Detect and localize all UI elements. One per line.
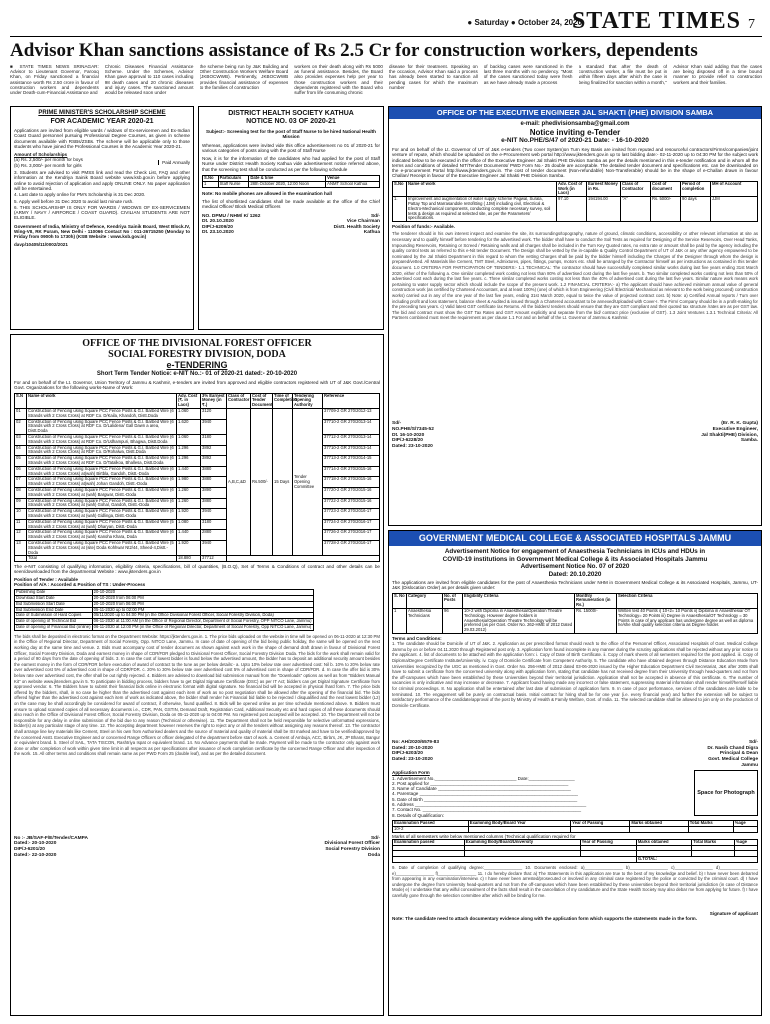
health-para-3: The list of shortlisted candidates shall be made available at the office of the Chief medical Officer/ Block Medical Officers bbox=[202, 198, 380, 210]
table-row bbox=[15, 445, 380, 456]
table-row bbox=[15, 498, 380, 509]
table-cell: 05 bbox=[15, 456, 27, 467]
scholarship-point-6: 6. THIS SCHOLARSHIP IS ONLY FOR WARDS / WIDOWS OF EX-SERVICEMEN (ARMY / NAVY / AIRFORCE / COAST GUARD). CIVILIAN STUDENTS ARE NOT ELIGIBLE. bbox=[14, 204, 190, 221]
phe-nit-no: e-NIT No.PHE/S/47 of 2020-21 Date: - 16-10-2020 bbox=[501, 137, 649, 144]
scholarship-point-4: 4. Last date to apply online for PM's Scholarship is 31 Dec 2020. bbox=[14, 192, 146, 198]
table-cell: 1.440 bbox=[177, 466, 201, 477]
gmc-advertisement bbox=[388, 530, 762, 1016]
news-column: Advisor Khan said adding that the cases are being disposed off in a time bound manner to provide relief to construction workers and their families. bbox=[673, 64, 762, 85]
table-row bbox=[15, 456, 380, 467]
table-cell: Bid Submission Start Date bbox=[15, 601, 93, 607]
issue-date: ● Saturday ● October 24, 2020 bbox=[467, 18, 582, 27]
table-cell: 3892 bbox=[201, 456, 227, 467]
table-cell: Date of Submission of Hard Copies bbox=[15, 613, 93, 619]
table-cell: Construction of Fencing using Square PCC Fence Posts & G.I. Barbed Wire (6 Strands with 2 Cross Cross) at (wah) Gohal, Gandoh, Distt.-Doda bbox=[27, 498, 177, 509]
table-cell: Construction of Fencing using Square PCC Fence Posts & G.I. Barbed Wire (6 Strands with 2 Cross Cross) at RDF Co. D/Tatalkoa, Bhallesa, Distt.Doda bbox=[27, 456, 177, 467]
table-cell: Construction of Fencing using Square PCC Fence Posts & G.I. Barbed Wire (6 Strands with 2 Cross Cross) at (wah) Bargwar, Distt.-Doda bbox=[27, 487, 177, 498]
photo-box: Space for Photograph bbox=[694, 770, 758, 816]
table-header: Name of work bbox=[407, 181, 557, 196]
table-cell: A,B,C,&D bbox=[227, 408, 251, 555]
health-para-2: Now, it is for the information of the candidates who had applied for the post of Staff Nurse under District Health Society Kathua vide advertisement notice referred above, that the screening test shall be conducted as per the following schedule bbox=[202, 156, 380, 172]
table-cell: Rs. 5000/- bbox=[651, 197, 681, 222]
table-row bbox=[15, 487, 380, 498]
scholarship-intro: Applications are invited from eligible wards / widows of Ex-servicemen and Ex-Indian Coast Guard personnel pursuing Professional Degree Courses, as given in scheme documents available with RSBs/ZSBs. The scheme will be applicable only to those students who have joined the Professional Courses in the Academic Year 2020-21. bbox=[14, 128, 190, 149]
health-title: DISTRICT HEALTH SOCIETY KATHUA bbox=[228, 110, 354, 117]
table-cell: 3892 bbox=[201, 445, 227, 456]
table-row bbox=[15, 408, 380, 419]
table-row bbox=[393, 197, 758, 222]
table-header: Total Marks bbox=[692, 839, 735, 845]
table-cell: 37728-2 GR 270/2016-17 bbox=[323, 540, 380, 555]
table-row bbox=[15, 509, 380, 520]
table-row bbox=[15, 530, 380, 541]
table-cell: Construction of Fencing using Square PCC Fence Posts & G.I. Barbed Wire (6 Strands with 2 Cross Cross) at RDF Co. D/Rohalwa, Distt.Doda bbox=[27, 445, 177, 456]
table-row: G.TOTAL: bbox=[393, 857, 758, 863]
table-cell: 2880 bbox=[201, 530, 227, 541]
health-notice-no: NOTICE NO. 03 OF 2020-21 bbox=[246, 118, 336, 125]
table-header: Year of Passing bbox=[580, 839, 636, 845]
semester-table bbox=[392, 839, 758, 863]
table-header: Cost of document bbox=[651, 181, 681, 196]
table-header: Cost of Tender Document bbox=[252, 392, 273, 408]
table-cell: 1.080 bbox=[177, 519, 201, 530]
table-header: Eligibility Criteria bbox=[463, 593, 575, 608]
table-header-row bbox=[393, 593, 758, 608]
table-cell: Construction of Fencing using Square PCC Fence Posts & G.I. Barbed Wire (6 Strands with 2 Cross Cross) at(wah) Birtbla, Gandoh, Distt.-Doda bbox=[27, 466, 177, 477]
table-cell: 96 bbox=[443, 608, 463, 633]
table-header: Examining Body/Board Year bbox=[468, 820, 570, 826]
phe-title: OFFICE OF THE EXECUTIVE ENGINEER JAL SHAKTI (PHE) DIVISION SAMBA bbox=[389, 107, 761, 119]
table-row bbox=[15, 466, 380, 477]
table-cell: Download Start Date bbox=[15, 596, 93, 602]
table-cell: Construction of Fencing using Square PCC Fence Posts & G.I. Barbed Wire (6 Strands with 2 Cross Cross) at(wah) Johan Gandoh, Distt.-Doda bbox=[27, 477, 177, 488]
table-row bbox=[15, 477, 380, 488]
table-cell: 37713-2 GR 270/2014-15 bbox=[323, 456, 380, 467]
table-cell: 01 bbox=[15, 408, 27, 419]
table-cell: 1.060 bbox=[177, 408, 201, 419]
table-cell: 05/11/2020 up to 04:00 PM (in the Office Divisional Forest Officer, Social Forestry Division, Doda) bbox=[92, 613, 313, 619]
scholarship-title: PRIME MINISTER'S SCHOLARSHIP SCHEME bbox=[38, 110, 166, 116]
table-cell: 37718-2 GR 270/2015-16 bbox=[323, 477, 380, 488]
table-cell: 3880 bbox=[201, 477, 227, 488]
table-cell: 18.880 bbox=[177, 556, 201, 562]
table-cell: 02 bbox=[15, 419, 27, 434]
table-cell: 37724-2 GR 270/2016-17 bbox=[323, 519, 380, 530]
qualification-note: Marks of all semesters write below mentioned columns (Technical qualification required for bbox=[392, 833, 576, 839]
phe-notice-title: Notice inviting e-Tender bbox=[529, 128, 621, 137]
table-cell: 3890 bbox=[201, 487, 227, 498]
scholarship-amount-title: Amount of Scholarships bbox=[14, 152, 68, 158]
table-cell: Rs.500/- bbox=[251, 408, 273, 555]
table-header: S. No bbox=[393, 593, 407, 608]
table-header: Category bbox=[407, 593, 443, 608]
phe-footer: Sd/- NO.PHE/S/7345-52 Dt. 16-10-2020 DIP/J-6228/20 Dated: 23-10-2020 (Er. R. K. Gupta) Executive Engineer, Jal Shakti(PHE) Division, Samba. bbox=[392, 421, 758, 449]
table-header: S.No bbox=[203, 176, 219, 182]
table-header: Adv. Cost (₹. in Lacs) bbox=[177, 393, 201, 408]
gmc-posts-table bbox=[392, 593, 758, 634]
table-total-row bbox=[15, 556, 380, 562]
table-header: S.No bbox=[393, 181, 407, 196]
scholarship-paid: Paid Annually bbox=[158, 160, 190, 165]
table-cell bbox=[227, 556, 380, 562]
table-header-row bbox=[15, 393, 380, 408]
table-cell: 37726-2 GR 270/2016-17 bbox=[323, 530, 380, 541]
table-cell: 90 days bbox=[681, 197, 711, 222]
masthead-rule bbox=[10, 36, 762, 37]
table-row bbox=[15, 434, 380, 445]
scholarship-point-3: 3. Students are advised to visit PMSS link and read the Check List, FAQ and other information at the Kendriya Sainik Board website www.ksb.gov.in before applying online to avoid rejection of application and apply ONLINE ONLY. No paper application will be entertained. bbox=[14, 170, 190, 191]
health-schedule-table bbox=[202, 175, 380, 188]
table-cell: 3880 bbox=[201, 466, 227, 477]
forest-division: SOCIAL FORESTRY DIVISION, DODA bbox=[108, 349, 286, 360]
gmc-footer: No: AH/2020/6579-83 Dated: 20-10-2020 DIP/J-6203/20 Dated: 23-10-2020 Sd/- Dr. Nasib Chand Digra Principal & Dean Govt. Medical College Jammu bbox=[392, 740, 758, 768]
gmc-note: Note: The candidate need to attach documentary evidence along with the application form which supports the statements made in the form. bbox=[392, 916, 698, 922]
table-cell: 1.260 bbox=[177, 498, 201, 509]
applicant-signature: Signature of applicant bbox=[709, 910, 758, 916]
table-cell: 1. bbox=[393, 197, 407, 222]
table-header: Class of Contractor bbox=[227, 393, 251, 408]
health-para-1: Whereas, applications were invited vide this office advertisement no 01 of 2020-21 for various categories of posts along with the post of Staff Nurse bbox=[202, 142, 380, 153]
forest-schedule-table bbox=[14, 589, 314, 631]
table-cell: 11 bbox=[15, 519, 27, 530]
news-column: disease for their treatment. Speaking on the occasion, Advisor Khan said a process has already been started to sanction all pending cases for which the maximum number bbox=[389, 64, 478, 90]
table-cell bbox=[688, 826, 733, 832]
table-cell: 1.260 bbox=[177, 487, 201, 498]
table-header: Name of work bbox=[27, 393, 177, 408]
table-cell: 37712-2 GR 270/2013-14 bbox=[323, 434, 380, 445]
table-header: Period of completion bbox=[681, 181, 711, 196]
table-header: Venue bbox=[326, 176, 380, 182]
table-row: 1 Staff Nurse 28th October 2020, 12:00 Noon ANMT School Kathua bbox=[203, 181, 380, 187]
table-cell: 1.620 bbox=[177, 419, 201, 434]
forest-footer: No :- JB/SAF-F/E/Tender/CAMPA Dated:- 20-10-2020 DIP/J-6201/20 Dated:- 22-10-2020 Sd/- Divisional Forest Officer Social Forestry Division Doda bbox=[14, 835, 380, 858]
form-field: 1. Advertisement No.________________________________ Date:__________________ bbox=[392, 775, 575, 781]
table-cell: 10 bbox=[15, 509, 27, 520]
table-header: Examination passed bbox=[393, 839, 465, 845]
gmc-terms: 1. The candidate should be Domicile of UT of J&K. 2. Application as per prescribed format should reach to the office of the Personnel Officer, Associated Hospitals of Govt. Medical College Jammu by on or before 04.11.2020 through Registered post only. 3. Application form found incomplete in any manner during the scrutiny applications shall be rejected without any prior notice to the applicant. 4. list of documents to be attached with the application form: i. Copy of Date of Birth Certificate. ii. Copy of mark sheets of all semesters required for the post applied. iii. Copy of Diploma/Degree Certificate Institute/University. iv. Copy of Domicile Certificate from Competent Authority. 5. The candidate who have obtained degrees through Distance Education Mode from Universities recognized by the UGC as mentioned in Govt. Order No. 256-HME of 2012 dated 03-06-2020 issued by the Higher Education Department Civil Secretariat, J&K after 2005 shall have to submit a certificate from the concerned university along with application form, stating that candidate has not received degree from their University through head-quarters and not from the off-campuses which have been established by these Universities beyond their territorial jurisdiction. Application shall not be accepted in absence of this certificate. 6. The number of vacancies is only indicative and may increase or decrease. 7. Applicant found having made any incorrect or false statement, suppressing material information shall render himself/herself liable for criminal proceedings. 8. No application shall be entertained after last date of submission of application form. 9. In case of poor performance, services of the candidates are liable to be terminated. 10. The engagement will be purely on contractual basis. Initial contract for hiring shall be for one year (i.e. every financial year) and further the extension will be subject to satisfactory performance of the candidate/approval of the post by Ministry of Health & Family Welfare, Govt. of India. 11. The selected candidate shall be allowed to join only on the production of Domicile Certificate. bbox=[392, 641, 758, 708]
forest-title: OFFICE OF THE DIVISIONAL FOREST OFFICER bbox=[82, 338, 312, 349]
gmc-title-2: COVID-19 institutions in Government Medical College & its Associated Hospitals Jammu bbox=[442, 555, 708, 563]
table-header: Time of Completion bbox=[273, 393, 293, 408]
table-header: Particulars bbox=[218, 176, 249, 182]
table-header: Monthly Remuneration (in Rs.) bbox=[575, 593, 617, 608]
forest-intro: For and on behalf of the Lt. Governor, Union Territory of Jammu & Kashmir, e-tenders are invited from approved and eligible contractors registered with UT of J&K Govt./Central Govt. Organizations for the following works-Name of Work: bbox=[14, 380, 380, 391]
table-cell: 3940 bbox=[201, 509, 227, 520]
table-cell: Tender Opening Committee bbox=[293, 408, 323, 555]
forest-subtitle: Short Term Tender Notice: e-NIT No.:- 01 of 2020-21 dated:- 20-10-2020 bbox=[96, 371, 298, 377]
table-header: Tendering Opening Authority bbox=[293, 393, 323, 408]
table-cell: 10+2 bbox=[393, 826, 469, 832]
health-subject: Subject:- Screening test for the post of Staff Nurse to be hired National Health Mission bbox=[206, 129, 376, 140]
table-cell: 1.920 bbox=[177, 540, 201, 555]
table-cell bbox=[571, 826, 630, 832]
form-field: 2. Post applied for ______________________________________________________ bbox=[392, 780, 569, 786]
form-field: 6. Address ___________________________________________________________________ bbox=[392, 802, 587, 808]
table-cell: Date of opening of Financial Bid (online) bbox=[16, 624, 91, 630]
gmc-intro: The applications are invited from eligible candidates for the post of Anaesthesia Technicians under NHM in Government Medical College & its Associated Hospitals, Jammu, UT-J&K (Dislocation Order) as per details given under: bbox=[392, 580, 758, 591]
page-number: 7 bbox=[748, 17, 756, 32]
scholarship-contact: Government of India, Ministry of Defence, Kendriya Sainik Board, West Block.IV, Wing-VII, RK Puram, New Delhi - 110066 Contact No : 011-26715250 (Monday to Friday from 0900h to 1730h) (KSB Website : www.ksb.gov.in) bbox=[14, 223, 190, 240]
table-header: Year of Passing bbox=[571, 820, 630, 826]
table-cell: 37723-2 GR 270/2016-17 bbox=[323, 509, 380, 520]
health-note: Note: No mobile phones are allowed in the examination hall bbox=[202, 190, 332, 196]
table-cell: 12 bbox=[15, 530, 27, 541]
scholarship-point-5: 5. Apply well before 31 Dec 2020 to avoid last minute rush. bbox=[14, 198, 134, 204]
scholarship-ad bbox=[10, 106, 194, 330]
table-cell: 97.10 bbox=[557, 197, 587, 222]
table-cell: 3880 bbox=[201, 498, 227, 509]
gmc-title-4: Dated: 20.10.2020 bbox=[548, 570, 602, 578]
table-cell: 3180 bbox=[201, 519, 227, 530]
news-column: workers on their death along with Rs 5000 as funeral assistance. Besides, the Board also provides expenses help per year to those construction workers and their dependents registered with the Board who suffer from life consuming chronic bbox=[294, 64, 383, 96]
table-cell: 15 Days bbox=[273, 408, 293, 555]
table-cell: 20-10-2020 bbox=[92, 590, 313, 596]
table-cell: Date of opening of Technical Bid bbox=[15, 619, 93, 625]
table-cell: 07 bbox=[15, 477, 27, 488]
table-header: Marks obtained bbox=[630, 820, 688, 826]
table-cell: 1.296 bbox=[177, 456, 201, 467]
table-cell: 3940 bbox=[201, 419, 227, 434]
forest-works-table bbox=[14, 393, 380, 563]
table-cell: 09 bbox=[15, 498, 27, 509]
table-cell: 03 bbox=[15, 434, 27, 445]
news-column: of backlog cases were sanctioned in the last three months with no pendency. "Most of the cases sanctioned today were fresh as we have already made a process bbox=[483, 64, 573, 85]
table-cell: 10+2 with Diploma in Anaesthesia/Operation Theatre Technology. However degree holders in Anaesthesia/Operation Theatre Technology will be preferred (as per Govt. Order No. 262-HME of 2012 Dated 29.03.2012) bbox=[463, 608, 575, 633]
news-column: a standard that after the death of construction worker, a file must be put in within fifteen days after which the case is being finalized for sanction within a month," bbox=[578, 64, 668, 85]
qualification-table bbox=[392, 820, 758, 833]
forest-nit-note: The e-NIT consisting of qualifying information, eligibility criteria, specifications, bill of quantities, (B.O.Q), Set of Terms & Conditions of contract and other details can be seen/downloaded from the departmental Website : www.jktenders.gov.in bbox=[14, 564, 380, 575]
scholarship-amount-girls: (b) Rs. 3,000/- per month for girls bbox=[14, 162, 82, 168]
table-cell: 37710-2 GR 270/2013-14 bbox=[323, 419, 380, 434]
table-cell: Written test 40 Points i) 10+2= 10 Points ii) Diploma in Anaesthesia/ OT Technology= 20 Points iii) Degree in Anaesthesia/OT Technology = 30 Points in case of any applicant has undergone degree as well as diploma he/she shall qualify selection criteria as Degree holder. bbox=[617, 608, 758, 633]
form-field: 5. Date of Birth ____________________________________________________________ bbox=[392, 796, 578, 802]
table-cell: Construction of Fencing using Square PCC Fence Posts & G.I. Barbed Wire (5 Strands with 2 Cross Cross) at (site) Doda Kohhwar Nt2/44, Sheed-4,Distt.-Doda bbox=[27, 540, 177, 555]
forest-terms: The bids shall be deposited in electronic format on the Department Website: https://jktenders.gov.in. 1. The price bids uploaded on the website in time will be opened on 06-11-2020 at 12:30 PM in the Office of Regional Director, Department of Social Forestry, Opp. NITCO Lane, Jammu. In case of date of opening of the bid being public holiday, the same will be opened on the next working day at the same time and venue. 2. Bids must accompany cost of tender document as shown against each work in the shape of demand draft drawn in favour of Divisional Forest Officer, Social Forestry Division, Doda and earnest money in shape of CDR/FDR pledged to Divisional Forest Officer, Social Forestry Division Doda. The bids for the work shall remain valid for a period of 90 days from the date of opening of bids. 3. In case the cost of lowest bidder is found below the advertised amount, the bidder has to deposit an additional security amount besides the earnest money in the form of CDR/FDR before execution of award of contract to the tune as per below details:- a. Upto 10% below rate over advertised cost: Nil b. 10% to 20% below rate over advertised cost 5% of advertised cost in shape of CDR/FDR. c. 20% to 30% below rate over advertised cost 5% of advertised cost in shape of CDR/FDR. d. In case the offer bid is 30% below rate over advertised cost, the offer shall be out rightly rejected. 4. Bidders are advised to download bid submission manual from the "Downloads" options as well as from "Bidders Manual Kit" on website www.jktenders.gov.in 5. To participate in bidding process, bidders have to get Digital Signature Certificate (DSC) as per IT Act; bidders can get Digital Signature Certificate from approved vendor. 6. The Bidders have to submit their financial bids online in electronic format with digital signature. No financial bid will be accepted in physical /hard form. 7. The price bids offered by the bidders, shall, in no case be higher than the advertised cost against each item of work as no post negotiation shall be allowed after the opening of the financial bid. The bids offered higher than the advertised cost against each item of work as indicated above, the bidder shall render his Financial bid liable to be rejected / disqualified and the next lowest bidder (L2) on the case may be shall accordingly be considered for award of contract, if otherwise, found qualified. 8. Bids will be opened online as per time schedule mentioned above. 9. Bidders must ensure to upload scanned copies of all necessary documents i.e., CDR, PAN, GSTIN, Demand Draft, Registration Card, Additional Security etc and hard copies of all these documents should also reach in the Office of Divisional Forest Officer, Social Forestry Division, Doda on 05-11-2020 up to 04:00 PM. No registered post accepted will be accepted. 10. The Department will not be responsible for any delay in online submission of the bid due to any reason (Technical or otherwise). 11. The Department shall not be held responsible for selective unformatted expressions, bidder(s) at any particular stage of any time. 12. The accepting department however reserves the right to reject any or all the tenders without assigning any reasons thereof. 13. The contractor shall arrange line key materials like Cement, Steel on his own from Authorised dealers and the source of material and quality of material shall be ISI marked and have to be verified/approved by the concerned Asstt. Executive Engineer and or concerned Range Officers or officer delegated of the department before start of work. a. Cement of Ambuja, ACC, Birla's, JK, JP Bharat, Bangur or equivalent brand. b. Steel of SAIL, TATA TISCON, Rashtriya Ispat or equivalent brand. 14. No Advance payments shall be made. Payment will be made to the contractor only against work done or after completion of work within given time limit in all respects as per specifications after issuance of work completion certificate by the concerned Range Officer and after inspection of the work. 15. All other terms and conditions shall remain same as per PWD Form 25 (double leaf), and as per the detailed document. bbox=[14, 633, 380, 757]
table-header: %age bbox=[735, 839, 758, 845]
scholarship-ref: davp/10405/11/0002/2021 bbox=[14, 241, 68, 247]
table-cell: Construction of Fencing using Square PCC Fence Posts & G.I. Barbed Wire (6 Strands with 2 Cross Cross) at (wah) Kanoha Khara, Doda bbox=[27, 530, 177, 541]
table-cell: 04 bbox=[15, 445, 27, 456]
table-row bbox=[393, 826, 758, 832]
table-header: 3% Earnest Money (in ₹.) bbox=[202, 392, 225, 408]
news-column: Chronic Diseases Financial Assistance Scheme. Under the Schemes, Advisor Khan gave approval to 110 cases including 98 death cases and 20 chronic diseases and injury cases. The sanctioned amount would be released soon under bbox=[104, 64, 194, 96]
table-row bbox=[15, 419, 380, 434]
table-header: Adv. Cost of Work (in Lacs) bbox=[557, 181, 587, 196]
gmc-title-3: Advertisement Notice No. 07 of 2020 bbox=[520, 563, 630, 570]
health-footer: NO. DPMU / NHM/ K/ 1262 Dt. 20.10.2020 DIP/J-6209/20 Dt. 23.10.2020 Sd/- Vice Chairman Distt. Health Society Kathua bbox=[202, 213, 380, 236]
table-cell: 1.980 bbox=[177, 477, 201, 488]
masthead bbox=[10, 8, 762, 38]
table-cell: Construction of Fencing using Square PCC Fence Posts & G.I. Barbed Wire (5 Strands with 2 Cross Cross) at (wah) Dharyan, Distt.-Doda bbox=[27, 519, 177, 530]
headline: Advisor Khan sanctions assistance of Rs 2.5 Cr for construction workers, dependents bbox=[10, 40, 698, 61]
table-cell: 1.440 bbox=[177, 530, 201, 541]
table-cell: "A" bbox=[621, 197, 651, 222]
phe-terms: The tenderer should in his own interest inspect and examine the site, its surroundings/topography, nature of ground, climatic conditions, accessibility or other relevant information at site as necessary and to qualify himself before tendering for the advertised work. The bidder shall have to conduct the Soil Tests as required for Designing of the Service Reservoirs, Over Head Tanks, Impounding Reservoirs, Retaining or Screed / Retaining walls and all charges shall be included in the Turn Key Quoted rates, no extra rate or amount shall be paid by the agency including the quality control tests as referred to this e-Nit tender Document. The Design shall be vetted by the in-capable & Quality Control Department of UT of J&K or any other agency empowered to be nominated by the Jal Shakti Department in this regard to whom the vetting Charges shall be paid by the bidder himself including the Charges of the Designer through whom the design is prepared/vetted. All Materials like Cement, TMT Steel, Admixtures, pipes, fittings, pumps, motors etc. shall be arranged by the Contractor himself as per instructions as contained in this tender document. 1.0 CRITERIA FOR PARTICIPATION OF TENDERS:- 1.1 TECHNICAL: The contractor should have successfully completed similar works during last five years ending 31st March 2020, either of the following a. One similar completed work costing not less than 80% of advertised cost during the last five years. b. Two similar completed works costing not less than 50% of advertised cost each during the last five years. c. Three similar completed works costing not less than the 40% of advertised cost during the last five years. Similar nature work means work pertaining to water supply sector which should include the scope of the present work. 1.2 FINANCIAL CRITERIA:- a) The applicant should have achieved minimum annual value of general construction work (as certified by Chartered Accountant, and at least 100%) (one) of which is from Engineering (Civil /Electrical/ Mechanical as relevant to the work being procured) construction works) carried out in any of the one year of the last five years, ending 31st March 2020, equal to twice the value of projected contract cost. b) Note: a) Certified Annual reports / Turn over including profit and loss statement, balance sheet & Audited & issued through a Chartered accountant to be annexed/Uploaded with Cover-I. The Firm/ Company should be in a profit-making for the preceding two years. c) Valid latest GST certificate /ax Returns. All the bidders/ tenders should ensure that they are GST compliant and their quoted tax structure /rates are as per GST law. The bid and contract must show the GST Tax Rates and GST Amount explicitly and separate from the bid/ contract price (exclusive of GST). 1.3 Joint Ventures 1.3.1 Technical Criteria: All Partners combined must meet the requirement as per clause 1.1 For and on behalf of the Lt. Governor of Jammu & Kashmir. bbox=[392, 231, 758, 321]
form-field: 8. Details of Qualification: bbox=[392, 812, 445, 818]
table-cell bbox=[630, 826, 688, 832]
table-header: Class of Contractor bbox=[621, 181, 651, 196]
table-row bbox=[15, 625, 314, 631]
table-row bbox=[15, 540, 380, 555]
gmc-title-1: Advertisement Notice for engagement of Anaesthesia Technicians in ICUs and HDUs in bbox=[444, 548, 706, 555]
table-cell: Total bbox=[27, 556, 177, 562]
table-cell: 06 bbox=[15, 466, 27, 477]
table-cell bbox=[15, 556, 27, 562]
table-header: MH of Account bbox=[711, 181, 758, 196]
news-article bbox=[10, 64, 762, 104]
table-cell bbox=[733, 826, 757, 832]
scholarship-amount-boys: (a) Rs. 2,500/- per month for boys bbox=[14, 157, 83, 163]
application-form-title: Application Form bbox=[392, 770, 430, 776]
table-cell: 3940 bbox=[201, 540, 227, 555]
phe-intro: For and on behalf of the Lt. Governor of UT of J&K e-tenders (Two cover System)on Turn Key Basis are invited from reputed and resourceful contractors/Firms/companies/joint venture of repute, which should be uploaded on the e-Procurement web portal http://www.jktenders.gov.in up to last bidding date:- 02-11-2020 up to 04:30 PM for the subject work indicated below to be executed in the office of the Executive Engineer Jal Shakti PHE Division Samba as per the details mentioned in this e-tender notification and in whom all the terms and conditions of detailed NIT/Tender Documents/ PWD Form No.- 25 double are acceptable. The detailed tender document and specifications etc. can be downloaded on the e-procurement Portal http://www.jktenders.gov.in. The cost of tender document (Non-refundable) Non-Transferable) should be in the shape of e-Challan drawn in favour Challan/ Receipt in favour of the Executive Engineer Jal Shakti PHE Division Samba. bbox=[392, 147, 758, 179]
phe-tender-notice bbox=[388, 106, 762, 526]
forest-position-tender: Position of Tender : Available bbox=[14, 576, 78, 582]
table-header: S.N bbox=[15, 393, 27, 408]
application-form bbox=[392, 770, 758, 818]
forest-position-aa: Position of A/A : Accorded & Position of TS : Under-Process bbox=[14, 581, 146, 587]
gmc-banner: GOVERNMENT MEDICAL COLLEGE & ASSOCIATED HOSPITALS JAMMU bbox=[389, 531, 761, 546]
table-header: No. of Posts bbox=[443, 593, 463, 608]
table-cell: 1.296 bbox=[177, 445, 201, 456]
forest-tender-notice bbox=[10, 334, 384, 1016]
form-field: 7. Contact No. ______________________________________________________________ bbox=[392, 807, 582, 813]
table-cell: 08 bbox=[15, 487, 27, 498]
table-cell bbox=[468, 826, 570, 832]
gmc-terms-title: Terms and Conditions: bbox=[392, 635, 442, 641]
table-cell: 37709-2 GR 270/2012-13 bbox=[323, 408, 380, 419]
table-cell: 20-10-2020 from 06:00 PM bbox=[92, 596, 313, 602]
table-cell: 194194.00 bbox=[587, 197, 621, 222]
form-field: 4. Parentage ______________________________________________________________ bbox=[392, 791, 578, 797]
table-header: %age bbox=[733, 820, 757, 826]
table-cell: 05-11-2020 up to 02:00 PM bbox=[92, 607, 313, 613]
table-cell: 13 bbox=[15, 540, 27, 555]
table-cell: JJM bbox=[711, 197, 758, 222]
table-cell: 37710-2 GR 270/2013-14 bbox=[323, 445, 380, 456]
table-header: Total Marks bbox=[688, 820, 733, 826]
news-column: the scheme being run by J&K Building and Other Construction Workers Welfare Board (JKBOCWWB). Pertinently, JKBOCWWB provides financial assistance of expenses to the families of construction bbox=[199, 64, 289, 90]
table-cell: Construction of Fencing using Square PCC Fence Posts & G.I. Barbed Wire (6 Strands with 2 Cross Cross) at RDF Co. D/Lalidena/ Gall Dawn a area, Distt.Doda bbox=[27, 419, 177, 434]
table-row bbox=[15, 519, 380, 530]
table-cell: 20-10-2020 from 06:00 PM bbox=[92, 601, 313, 607]
table-cell: Construction of Fencing using Square PCC Fence Posts & G.I. Barbed Wire (6 Strands with 2 Cross Cross) at RDF Co. D/Kaila, Khandoh, Distt.Doda bbox=[27, 408, 177, 419]
table-cell: 06-11-2020 at 11:00 AM (in the Office of Regional Director, Department of Social Forestry, OPP NITCO Lane, Jammu) bbox=[93, 618, 312, 624]
table-header: Selection Criteria bbox=[617, 593, 758, 608]
declaration: 9. Date of completion of qualifying degree:________________ 10. Documents enclosed: a)________________ b)________________ c)________________ d)________________ e)________________ f)________________ 11. I do hereby declare that: a) The Statements in this application are true to the best of my knowledge and belief. b) I have never been debarred from appearing in any examination/interview. c) I have never been arrested/prosecuted or involved in any criminal case registered by the police or convicted by the criminal court. d) I have undergone the degree from University head-quarters and not from the off-campuses which have been established by these universities beyond their territorial jurisdiction (in case of Distance Mode) e) I undertake that any wilful concealment of the facts shall result in the cancellation of my candidature and the State Health Society may also debar me from applying for future. f) I have carefully gone through the selection committee after which will be binding for me. bbox=[392, 864, 758, 898]
table-cell: Construction of Fencing using Square PCC Fence Posts & G.I. Barbed Wire (6 Strands with 2 Cross Cross) at RDF Co. D/Udhampuri, Bhagwa, Distt.Doda bbox=[27, 434, 177, 445]
phe-funds: Position of funds:- Available. bbox=[392, 224, 455, 230]
table-header: Examining Body/Board/University bbox=[464, 839, 580, 845]
table-cell: Construction of Fencing using Square PCC Fence Posts & G.I. Barbed Wire (6 Strands with 2 Cross Cross) at (wah) Gidlinga, Distt.-Doda bbox=[27, 509, 177, 520]
phe-email: e-mail: phedivisionsamba@gmail.com bbox=[520, 121, 630, 127]
table-header: Marks obtained bbox=[636, 839, 691, 845]
table-cell: 1.060 bbox=[177, 434, 201, 445]
scholarship-year: FOR ACADEMIC YEAR 2020-21 bbox=[50, 118, 154, 125]
health-society-notice bbox=[198, 106, 384, 330]
form-field: 3. Name of Candidate ____________________________________________________ bbox=[392, 786, 571, 792]
table-header: Date & time bbox=[249, 176, 326, 182]
table-cell: 37714-2 GR 270/2015-16 bbox=[323, 466, 380, 477]
table-header-row bbox=[393, 181, 758, 196]
table-cell: 06-11-2020 at 12:00 PM (in the Office of Regional Director, Department of Social Forestry, Opp NITCO Lane, Jammu) bbox=[92, 625, 313, 631]
table-cell: Rs. 15000/- bbox=[575, 608, 617, 633]
phe-works-table bbox=[392, 181, 758, 222]
table-header: Reference bbox=[323, 393, 380, 408]
table-header: Earnest Money in Rs. bbox=[587, 181, 621, 196]
news-column: ■ STATE TIMES NEWS SRINAGAR: Advisor to Lieutenant Governor, Farooq Khan, on Friday sanctioned a financial assistance worth Rs 2.50 crore in favour of construction workers and dependents under Death-cum-Financial Assistance and bbox=[10, 64, 99, 96]
table-cell: 37712 bbox=[201, 556, 227, 562]
table-cell: Bid Submission End Date bbox=[15, 607, 93, 613]
table-header: Examination Passed bbox=[393, 820, 469, 826]
table-row bbox=[393, 608, 758, 633]
table-cell: 3180 bbox=[201, 434, 227, 445]
table-cell: Anaesthesia Technicians bbox=[407, 608, 443, 633]
table-cell: 1.920 bbox=[177, 509, 201, 520]
table-cell: 37722-2 GR 270/2015-16 bbox=[323, 498, 380, 509]
newspaper-logo: STATE TIMES 7 bbox=[571, 8, 756, 34]
table-cell: 37720-2 GR 270/2015-16 bbox=[323, 487, 380, 498]
table-cell: 3120 bbox=[201, 408, 227, 419]
table-cell: Publishing Date bbox=[15, 590, 93, 596]
forest-etendering: e-TENDERING bbox=[166, 360, 228, 370]
table-cell: Improvement and augmentation of water supply scheme Pagwal, Surala, Pattay Top and Marrasandole retrofitting ( JJM) including civil, Electrical & Electro-Mechanical components, conducting complete necessary survey, soil tests & design as required at selected site, as per the Parameters/ specifications. bbox=[407, 197, 557, 222]
table-cell: 1 bbox=[393, 608, 407, 633]
